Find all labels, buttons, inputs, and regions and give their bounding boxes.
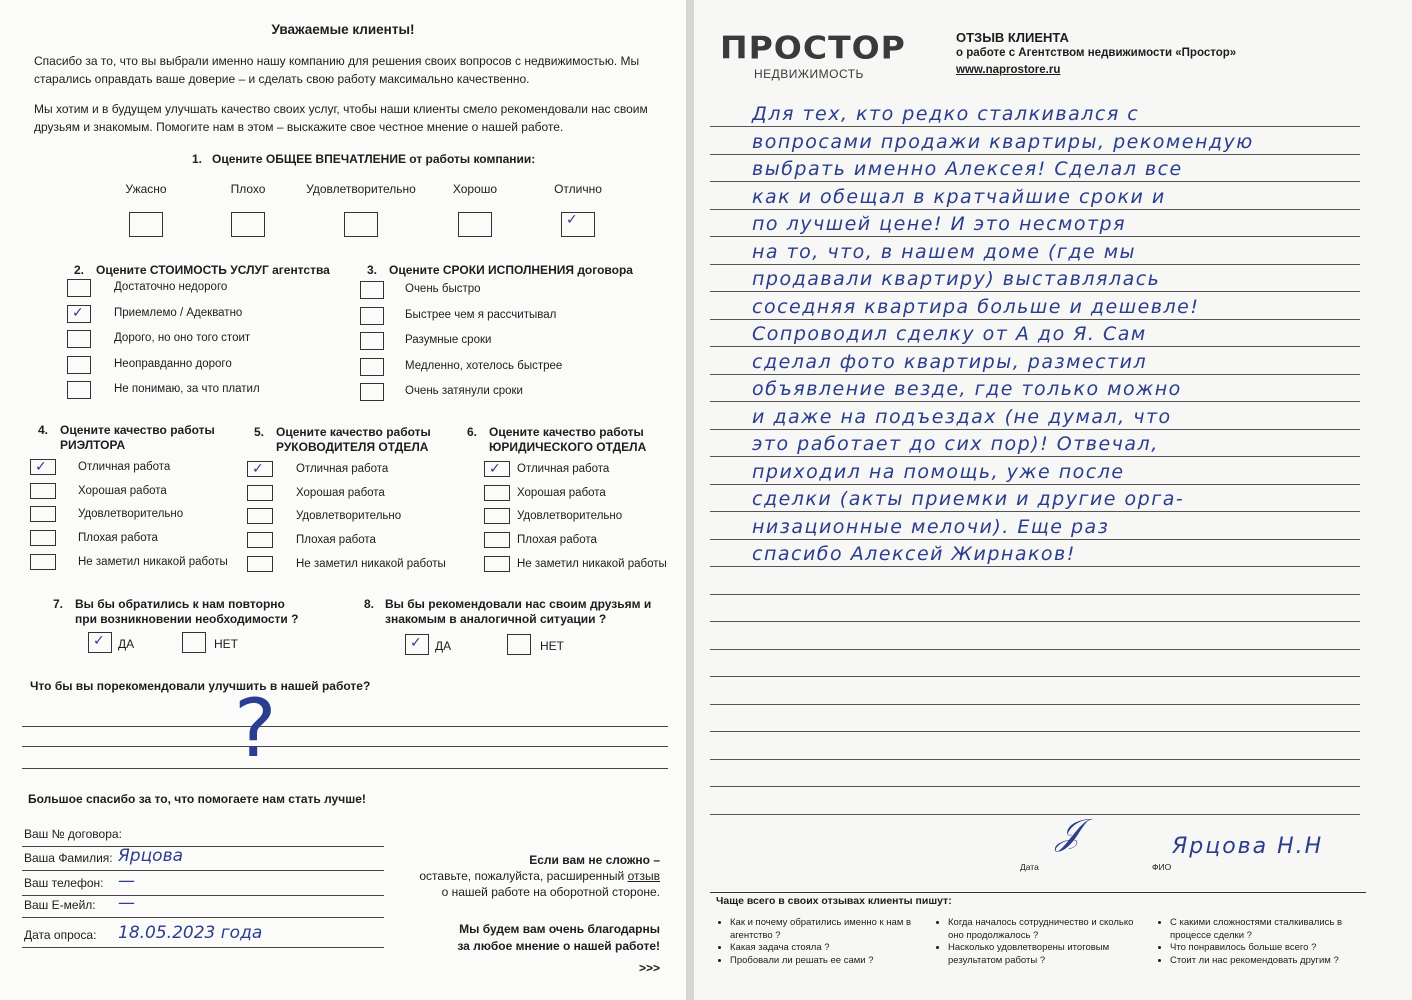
note-text: оставьте, пожалуйста, расширенный <box>419 869 628 883</box>
option-label: Удовлетворительно <box>296 510 402 523</box>
ruled-line <box>710 484 1360 485</box>
q2-title: Оцените СТОИМОСТЬ УСЛУГ агентства <box>96 263 330 277</box>
hint-list <box>716 917 916 967</box>
option-label: Дорого, но оно того стоит <box>114 332 251 344</box>
option-label: Отличная работа <box>78 461 171 473</box>
rating-checkbox[interactable] <box>129 212 163 237</box>
review-line: по лучшей цене! И это несмотря <box>752 213 1127 235</box>
review-line: соседняя квартира больше и дешевле! <box>752 295 1200 318</box>
option-checkbox[interactable] <box>360 383 384 401</box>
option-label: Плохая работа <box>517 534 597 547</box>
ruled-line <box>710 731 1360 732</box>
note-line-2: о нашей работе на оборотной стороне. <box>441 885 660 899</box>
answer-line <box>22 746 668 747</box>
option-label: Хорошая работа <box>78 484 167 497</box>
intro-paragraph-1: Спасибо за то, что вы выбрали именно нашу компанию для решения своих вопросов с недвижимостью. Мы старались оправдать ваше доверие – и сделать свою работу максимально качественно. <box>34 54 640 86</box>
rating-label: Отлично <box>554 182 602 196</box>
q7-number: 7. <box>53 597 64 611</box>
field-value[interactable]: 18.05.2023 года <box>118 923 263 943</box>
review-line: продавали квартиру) выставлялась <box>752 268 1161 290</box>
survey-page <box>0 0 686 1000</box>
q7-yes-label: ДА <box>118 637 135 651</box>
ruled-line <box>710 704 1360 705</box>
review-line: низационные мелочи). Еще раз <box>752 515 1110 538</box>
ruled-line <box>710 594 1360 595</box>
option-label: Не заметил никакой работы <box>78 555 228 568</box>
option-checkbox[interactable] <box>484 461 510 477</box>
option-checkbox[interactable] <box>360 332 384 350</box>
hint-item: • Когда началось сотрудничество и сколько оно продолжалось ? <box>948 917 1134 942</box>
option-checkbox[interactable] <box>30 459 56 475</box>
ruled-line <box>710 264 1360 265</box>
ruled-line <box>710 291 1360 292</box>
field-underline <box>22 870 384 871</box>
q8-no-label: НЕТ <box>540 639 564 653</box>
q5-number: 5. <box>254 425 265 439</box>
logo-subtitle: НЕДВИЖИМОСТЬ <box>754 67 864 81</box>
checkmark: ✓ <box>489 461 501 477</box>
ruled-line <box>710 539 1360 540</box>
option-checkbox[interactable] <box>67 381 91 399</box>
q4-title-1: Оцените качество работы <box>60 423 215 437</box>
option-label: Плохая работа <box>296 534 376 547</box>
option-label: Очень затянули сроки <box>405 385 523 397</box>
hint-item: • Какая задача стояла ? <box>730 942 916 955</box>
field-underline <box>22 947 384 948</box>
review-line: Для тех, кто редко сталкивался с <box>752 103 1140 125</box>
option-label: Удовлетворительно <box>78 508 184 521</box>
ruled-line <box>710 676 1360 677</box>
q2-number: 2. <box>74 263 85 277</box>
ruled-line <box>710 814 1360 815</box>
review-title: ОТЗЫВ КЛИЕНТА <box>956 30 1069 45</box>
hint-item: • Что понравилось больше всего ? <box>1170 942 1356 955</box>
q5-title-2: РУКОВОДИТЕЛЯ ОТДЕЛА <box>276 440 429 454</box>
option-checkbox[interactable] <box>247 532 273 548</box>
option-label: Быстрее чем я рассчитывал <box>405 308 557 321</box>
option-checkbox[interactable] <box>484 532 510 548</box>
option-label: Неоправданно дорого <box>114 357 232 370</box>
option-label: Очень быстро <box>405 283 481 295</box>
hint-item: • Стоит ли нас рекомендовать другим ? <box>1170 955 1356 968</box>
option-checkbox[interactable] <box>30 483 56 499</box>
intro-paragraph-2: Мы хотим и в будущем улучшать качество своих услуг, чтобы наши клиенты смело рекомендовали нас своим друзьям и знакомым. Помогите нам в этом – выскажите свое честное мнение о нашей работе. <box>34 102 648 134</box>
survey-title: Уважаемые клиенты! <box>271 22 415 37</box>
hint-item: • Пробовали ли решать ее сами ? <box>730 955 916 968</box>
review-subtitle: о работе с Агентством недвижимости «Простор» <box>956 47 1237 59</box>
hint-item: • Как и почему обратились именно к нам в агентство ? <box>730 917 916 942</box>
q6-title-1: Оцените качество работы <box>489 425 644 439</box>
option-checkbox[interactable] <box>247 485 273 501</box>
review-line: сделал фото квартиры, разместил <box>752 350 1148 373</box>
rating-label: Ужасно <box>125 182 167 196</box>
rating-checkbox[interactable] <box>344 212 378 237</box>
review-line: это работает до сих пор)! Отвечал, <box>752 433 1159 455</box>
q6-number: 6. <box>467 425 478 439</box>
review-line: объявление везде, где только можно <box>752 378 1182 400</box>
option-checkbox[interactable] <box>360 281 384 299</box>
ruled-line <box>710 759 1360 760</box>
option-checkbox[interactable] <box>360 358 384 376</box>
hint-column <box>716 917 916 967</box>
rating-label: Хорошо <box>452 182 498 196</box>
date-label: Дата <box>1020 862 1039 872</box>
option-label: Не заметил никакой работы <box>296 557 446 570</box>
field-value[interactable]: — <box>118 871 135 891</box>
checkmark: ✓ <box>35 459 47 475</box>
hint-list <box>934 917 1134 967</box>
gratitude-line-2: за любое мнение о нашей работе! <box>457 939 660 953</box>
note-heading: Если вам не сложно – <box>529 853 660 867</box>
field-label: Дата опроса: <box>24 928 97 942</box>
thanks-text: Большое спасибо за то, что помогаете нам стать лучше! <box>28 792 366 806</box>
option-label: Плохая работа <box>78 532 158 545</box>
gratitude-line-1: Мы будем вам очень благодарны <box>459 922 660 936</box>
review-line: сделки (акты приемки и другие орга- <box>752 488 1185 510</box>
note-line-1 <box>402 869 660 883</box>
q6-title-2: ЮРИДИЧЕСКОГО ОТДЕЛА <box>489 440 647 454</box>
q7-no-label: НЕТ <box>214 637 238 651</box>
option-checkbox[interactable] <box>67 279 91 297</box>
ruled-line <box>710 621 1360 622</box>
option-label: Отличная работа <box>296 463 389 475</box>
option-label: Удовлетворительно <box>517 510 623 523</box>
field-value[interactable]: — <box>118 893 135 913</box>
ruled-line <box>710 401 1360 402</box>
ruled-line <box>710 374 1360 375</box>
option-checkbox[interactable] <box>67 305 91 323</box>
review-line: приходил на помощь, уже после <box>752 460 1125 483</box>
ruled-line <box>710 786 1360 787</box>
rating-checkbox[interactable] <box>231 212 265 237</box>
option-checkbox[interactable] <box>247 508 273 524</box>
ruled-line <box>710 181 1360 182</box>
review-line: Сопроводил сделку от А до Я. Сам <box>752 323 1147 345</box>
option-checkbox[interactable] <box>30 530 56 546</box>
option-checkbox[interactable] <box>360 307 384 325</box>
ruled-line <box>710 154 1360 155</box>
hints-title: Чаще всего в своих отзывах клиенты пишут: <box>716 895 952 907</box>
answer-line <box>22 768 668 769</box>
q3-title: Оцените СРОКИ ИСПОЛНЕНИЯ договора <box>389 263 633 277</box>
answer-line <box>22 726 668 727</box>
review-line: на то, что, в нашем доме (где мы <box>752 240 1137 263</box>
field-label: Ваш Е-мейл: <box>24 898 96 912</box>
fio-label: ФИО <box>1152 862 1172 872</box>
review-page <box>694 0 1412 1000</box>
review-line: выбрать именно Алексея! Сделал все <box>752 158 1183 180</box>
checkmark: ✓ <box>566 212 578 228</box>
website-link[interactable]: www.naprostore.ru <box>956 64 1061 76</box>
logo-wordmark: ПРОСТОР <box>720 28 906 67</box>
q8-no-checkbox[interactable] <box>507 634 531 655</box>
option-label: Не заметил никакой работы <box>517 557 667 570</box>
rating-checkbox[interactable] <box>458 212 492 237</box>
review-line: и даже на подъездах (не думал, что <box>752 405 1172 428</box>
checkmark: ✓ <box>72 304 84 321</box>
improve-answer[interactable]: ? <box>234 682 277 775</box>
improve-question: Что бы вы порекомендовали улучшить в нашей работе? <box>30 679 371 693</box>
q7-yes-checkbox[interactable]: ✓ <box>88 632 112 653</box>
option-checkbox[interactable] <box>67 356 91 374</box>
option-checkbox[interactable] <box>30 506 56 522</box>
option-label: Отличная работа <box>517 463 610 475</box>
ruled-line <box>710 456 1360 457</box>
field-underline <box>22 917 384 918</box>
hint-column <box>934 917 1134 967</box>
q3-number: 3. <box>367 263 378 277</box>
ruled-line <box>710 319 1360 320</box>
option-checkbox[interactable] <box>247 556 273 572</box>
rating-label: Удовлетворительно <box>306 182 416 196</box>
q7-title-1: Вы бы обратились к нам повторно <box>75 597 285 611</box>
q7-title-2: при возникновении необходимости ? <box>75 612 299 626</box>
q8-title-2: знакомым в аналогичной ситуации ? <box>385 612 607 626</box>
option-label: Не понимаю, за что платил <box>114 383 260 395</box>
ruled-line <box>710 126 1360 127</box>
q8-yes-label: ДА <box>435 639 452 653</box>
review-line: вопросами продажи квартиры, рекомендую <box>752 130 1254 153</box>
option-checkbox[interactable] <box>484 508 510 524</box>
option-checkbox[interactable] <box>484 485 510 501</box>
q8-number: 8. <box>364 597 375 611</box>
logo <box>720 28 906 81</box>
q4-title-2: РИЭЛТОРА <box>60 438 126 452</box>
option-label: Медленно, хотелось быстрее <box>405 359 563 372</box>
ruled-line <box>710 649 1360 650</box>
review-link[interactable]: отзыв <box>627 869 660 883</box>
field-value[interactable]: Ярцова <box>118 846 184 866</box>
q1-number: 1. <box>192 152 203 166</box>
field-underline <box>22 846 384 847</box>
ruled-line <box>710 429 1360 430</box>
q7-no-checkbox[interactable] <box>182 632 206 653</box>
signature-name: Ярцова Н.Н <box>1172 834 1324 859</box>
checkmark: ✓ <box>252 461 264 477</box>
field-underline <box>22 895 384 896</box>
option-checkbox[interactable] <box>484 556 510 572</box>
field-label: Ваша Фамилия: <box>24 851 113 865</box>
option-label: Достаточно недорого <box>114 281 228 293</box>
next-page-arrows: >>> <box>638 961 660 975</box>
ruled-line <box>710 511 1360 512</box>
hint-column <box>1156 917 1356 967</box>
q8-title-1: Вы бы рекомендовали нас своим друзьям и <box>385 597 652 611</box>
rating-label: Плохо <box>230 182 266 196</box>
review-line: как и обещал в кратчайшие сроки и <box>752 185 1166 208</box>
hint-item: • Насколько удовлетворены итоговым результатом работы ? <box>948 942 1134 967</box>
field-label: Ваш № договора: <box>24 827 122 841</box>
hint-item: • С какими сложностями сталкивались в процессе сделки ? <box>1170 917 1356 942</box>
divider <box>710 892 1366 893</box>
option-label: Хорошая работа <box>296 486 385 499</box>
option-label: Хорошая работа <box>517 486 606 499</box>
option-checkbox[interactable] <box>30 554 56 570</box>
option-checkbox[interactable] <box>247 461 273 477</box>
ruled-line <box>710 236 1360 237</box>
q1-title: Оцените ОБЩЕЕ ВПЕЧАТЛЕНИЕ от работы компании: <box>212 152 536 166</box>
q4-number: 4. <box>38 423 49 437</box>
q8-yes-checkbox[interactable]: ✓ <box>405 634 429 655</box>
ruled-line <box>710 566 1360 567</box>
option-label: Приемлемо / Адекватно <box>114 306 243 319</box>
ruled-line <box>710 209 1360 210</box>
rating-checkbox[interactable] <box>561 212 595 237</box>
ruled-line <box>710 346 1360 347</box>
option-checkbox[interactable] <box>67 330 91 348</box>
option-label: Разумные сроки <box>405 334 492 346</box>
q5-title-1: Оцените качество работы <box>276 425 431 439</box>
hint-list <box>1156 917 1356 967</box>
signature: 𝒥 <box>1056 812 1081 853</box>
review-line: спасибо Алексей Жирнаков! <box>752 543 1076 565</box>
field-label: Ваш телефон: <box>24 876 104 890</box>
